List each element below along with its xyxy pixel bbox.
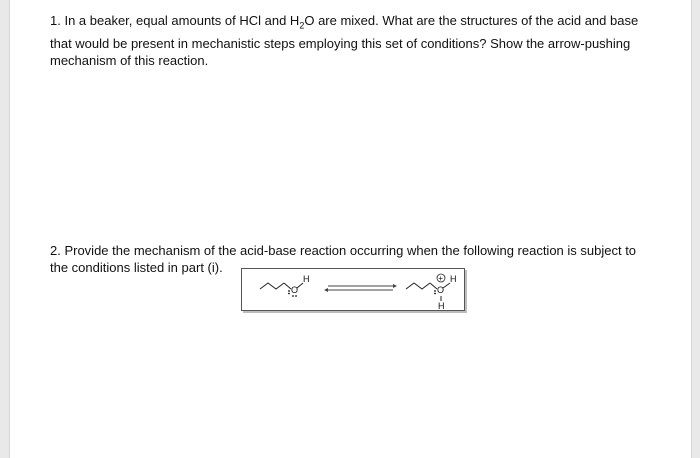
product-hydrogen-right: H (450, 274, 457, 284)
positive-charge-sign: + (438, 274, 443, 283)
water-subscript: 2 (299, 20, 305, 31)
product-lone-pair-dot (434, 293, 436, 295)
reverse-arrow-head (324, 288, 328, 292)
question-1-text-end: O are mixed. What are the structures of the acid and base that would be present in mechanistic steps employing this set of conditions? Show the arrow-pushing mechanism of this reaction. (50, 13, 639, 68)
reaction-scheme (242, 269, 464, 310)
forward-arrow-head (393, 284, 397, 288)
reaction-scheme-box (241, 268, 465, 311)
product-oxygen: O (437, 285, 445, 295)
reactant-lone-pair-dot (288, 293, 290, 295)
document-page (9, 0, 692, 458)
reactant-lone-pair-dot (292, 295, 294, 297)
question-1 (50, 12, 650, 69)
product-o-h-bond (443, 283, 450, 288)
product-lone-pair-dot (434, 290, 436, 292)
reactant-carbon-chain (260, 283, 284, 289)
question-2: 2. Provide the mechanism of the acid-base reaction occurring when the following reaction is subject to the conditions listed in part (i). (50, 243, 637, 275)
product-carbon-chain (406, 283, 430, 289)
question-1-text-start: 1. In a beaker, equal amounts of HCl and H (50, 13, 300, 28)
reactant-oxygen: O (291, 285, 299, 295)
reactant-c-o-bond (284, 283, 291, 289)
reactant-hydrogen: H (303, 274, 310, 284)
product-c-o-bond (430, 283, 437, 289)
product-hydrogen-bottom: H (438, 301, 445, 310)
reactant-lone-pair-dot (295, 295, 297, 297)
reactant-lone-pair-dot (288, 290, 290, 292)
